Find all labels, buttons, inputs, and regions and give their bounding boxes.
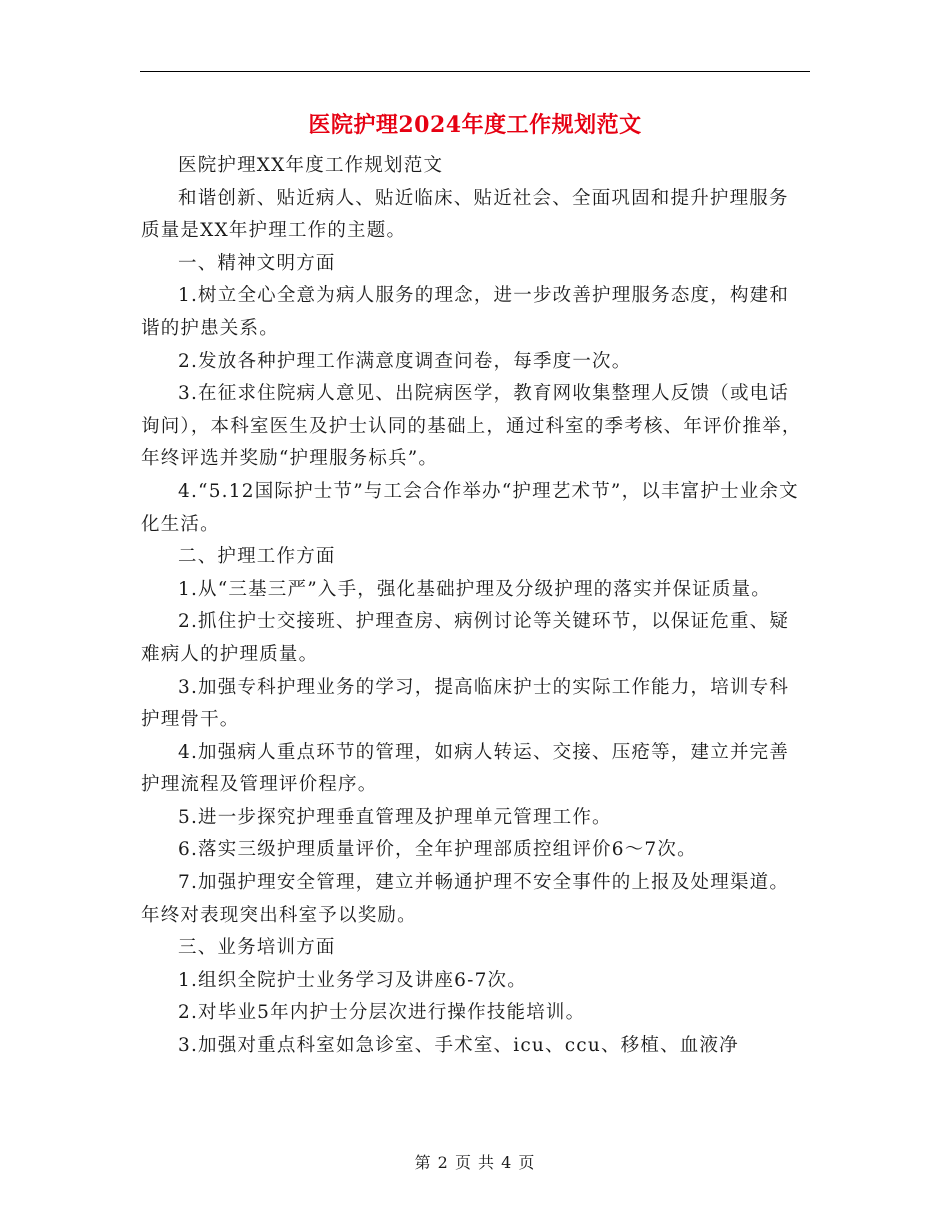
list-item: 7.加强护理安全管理，建立并畅通护理不安全事件的上报及处理渠道。年终对表现突出科室予以奖励。 (141, 872, 790, 926)
list-item: 4.加强病人重点环节的管理，如病人转运、交接、压疮等，建立并完善护理流程及管理评价程序。 (141, 741, 790, 796)
page-footer (140, 1152, 810, 1174)
section-heading: 三、业务培训方面 (178, 937, 336, 959)
list-item: 2.抓住护士交接班、护理查房、病例讨论等关键环节，以保证危重、疑难病人的护理质量。 (141, 611, 790, 665)
list-item: 3.加强对重点科室如急诊室、手术室、icu、ccu、移植、血液净 (178, 1035, 739, 1057)
document-title: 医院护理2024年度工作规划范文 (308, 112, 642, 138)
list-item: 4.“5.12国际护士节”与工会合作举办“护理艺术节”，以丰富护士业余文化生活。 (141, 480, 799, 535)
list-item: 3.加强专科护理业务的学习，提高临床护士的实际工作能力，培训专科护理骨干。 (141, 676, 790, 731)
list-item: 5.进一步探究护理垂直管理及护理单元管理工作。 (178, 806, 612, 828)
page-number: 第 2 页 共 4 页 (414, 1153, 536, 1172)
list-item: 1.从“三基三严”入手，强化基础护理及分级护理的落实并保证质量。 (178, 578, 771, 600)
list-item: 2.发放各种护理工作满意度调查问卷，每季度一次。 (178, 350, 632, 372)
section-heading: 二、护理工作方面 (178, 546, 336, 568)
list-item: 1.组织全院护士业务学习及讲座6-7次。 (178, 969, 527, 991)
list-item: 2.对毕业5年内护士分层次进行操作技能培训。 (178, 1002, 586, 1024)
list-item: 6.落实三级护理质量评价，全年护理部质控组评价6～7次。 (178, 839, 697, 861)
header-rule (140, 71, 810, 72)
document-body (141, 150, 805, 1063)
list-item: 1.树立全心全意为病人服务的理念，进一步改善护理服务态度，构建和谐的护患关系。 (141, 285, 790, 339)
paragraph: 和谐创新、贴近病人、贴近临床、贴近社会、全面巩固和提升护理服务质量是XX年护理工作的主题。 (141, 187, 789, 242)
paragraph: 医院护理XX年度工作规划范文 (178, 155, 444, 176)
section-heading: 一、精神文明方面 (178, 252, 336, 274)
list-item: 3.在征求住院病人意见、出院病医学，教育网收集整理人反馈（或电话询问），本科室医生及护士认同的基础上，通过科室的季考核、年评价推举，年终评选并奖励“护理服务标兵”。 (141, 383, 802, 470)
